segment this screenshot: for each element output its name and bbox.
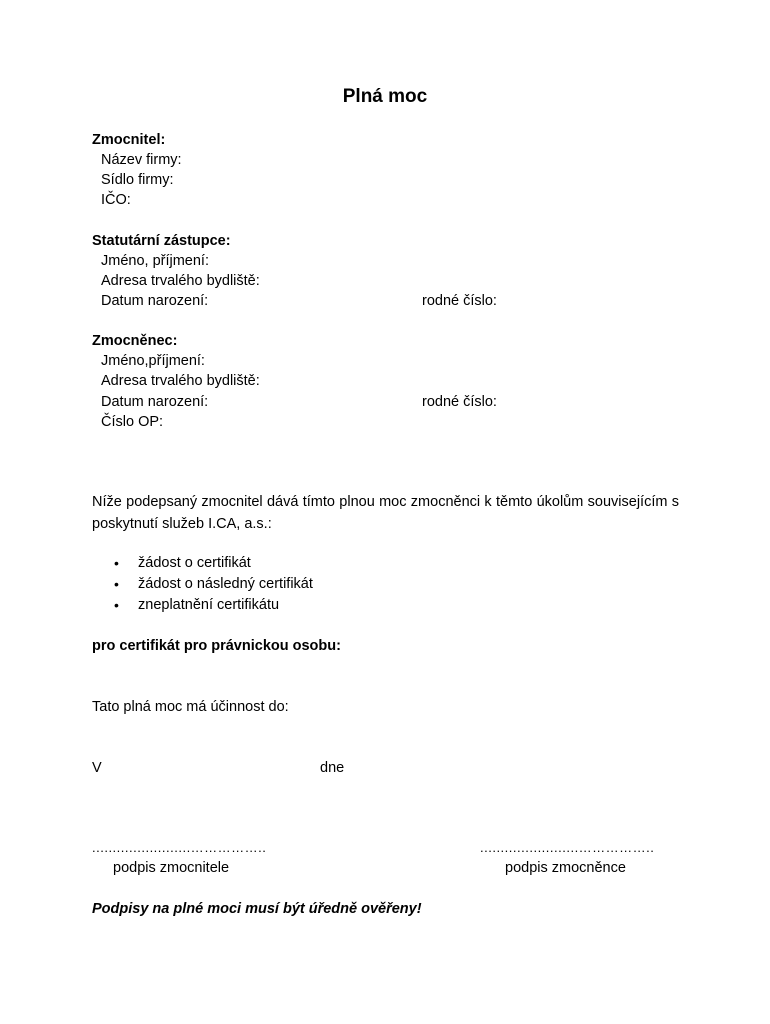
page-title: Plná moc (342, 86, 428, 107)
principal-heading: Zmocnitel: (92, 132, 166, 148)
statutory-birth-date-label: Datum narození: (101, 293, 209, 309)
list-item (112, 574, 313, 595)
company-name-label: Název firmy: (101, 152, 182, 168)
agent-address-label: Adresa trvalého bydliště: (101, 373, 260, 389)
task-label: žádost o certifikát (138, 555, 251, 571)
agent-name-label: Jméno,příjmení: (101, 353, 205, 369)
validity-label: Tato plná moc má účinnost do: (92, 699, 289, 715)
list-item (112, 595, 313, 616)
date-label: dne (320, 760, 345, 776)
agent-id-card-label: Číslo OP: (101, 414, 164, 430)
company-seat-label: Sídlo firmy: (101, 172, 174, 188)
task-list (112, 553, 313, 616)
task-label: žádost o následný certifikát (138, 576, 313, 592)
signature-principal-label: podpis zmocnitele (113, 860, 230, 876)
agent-birth-number-label: rodné číslo: (422, 394, 497, 410)
statutory-address-label: Adresa trvalého bydliště: (101, 273, 260, 289)
bullet-icon: • (114, 555, 119, 571)
ico-label: IČO: (101, 192, 131, 208)
signature-line-principal: ........................…………….. (92, 840, 267, 855)
list-item (112, 553, 313, 574)
statutory-heading: Statutární zástupce: (92, 233, 231, 249)
bullet-icon: • (114, 597, 119, 613)
verification-warning: Podpisy na plné moci musí být úředně ověřeny! (92, 901, 422, 917)
certificate-for-heading: pro certifikát pro právnickou osobu: (92, 638, 341, 654)
body-paragraph: Níže podepsaný zmocnitel dává tímto plnou moc zmocněnci k těmto úkolům souvisejícím s poskytnutí služeb I.CA, a.s.: (92, 494, 679, 532)
statutory-birth-number-label: rodné číslo: (422, 293, 497, 309)
signature-agent-label: podpis zmocněnce (505, 860, 626, 876)
task-label: zneplatnění certifikátu (138, 597, 280, 613)
place-label: V (92, 760, 102, 776)
bullet-icon: • (114, 576, 119, 592)
statutory-name-label: Jméno, příjmení: (101, 253, 209, 269)
agent-heading: Zmocněnec: (92, 333, 178, 349)
agent-birth-date-label: Datum narození: (101, 394, 209, 410)
signature-line-agent: ........................…………….. (480, 840, 655, 855)
